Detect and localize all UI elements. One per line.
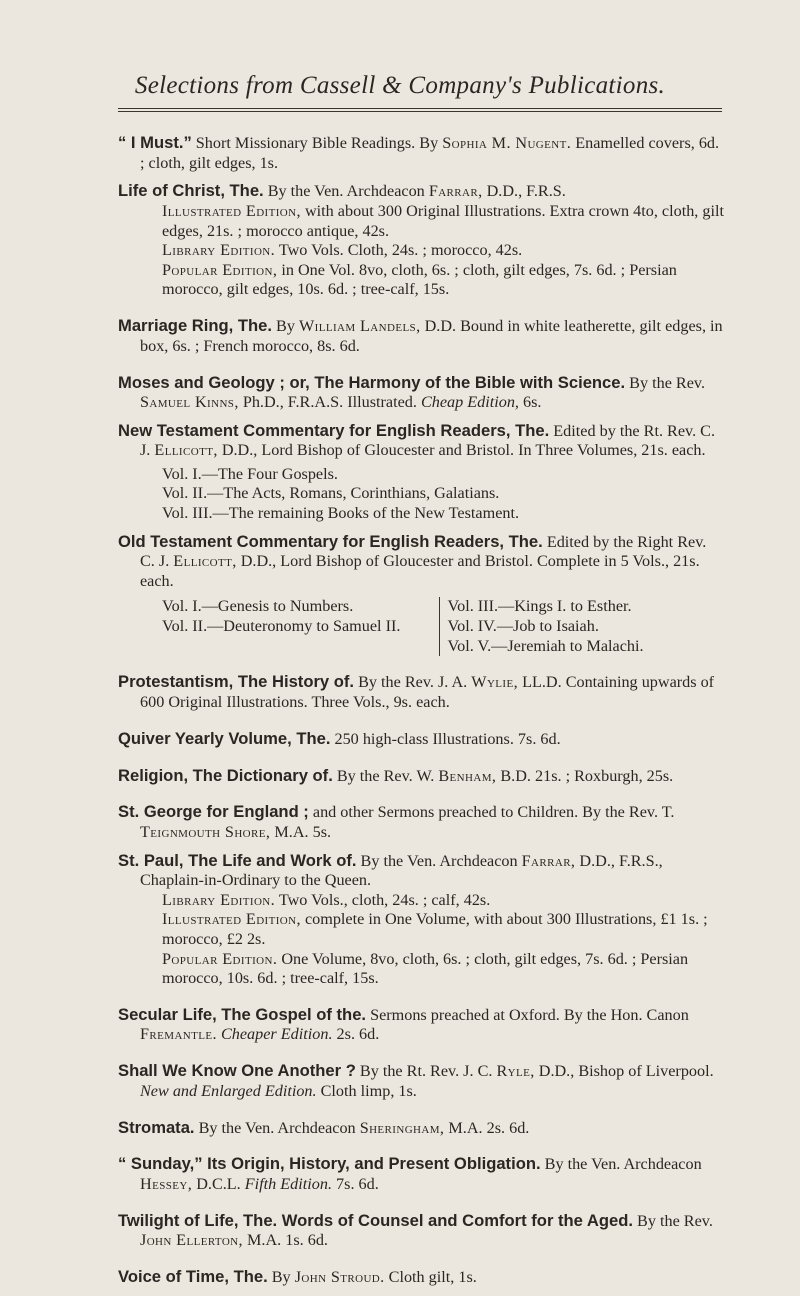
page-header: Selections from Cassell & Company's Publications. <box>134 72 666 99</box>
entry-price: 7s. 6d. <box>332 1175 379 1193</box>
entry-author: Samuel Kinns, <box>140 393 239 412</box>
volume-line: Vol. I.—The Four Gospels. <box>162 464 338 483</box>
entry-author: Ellicott, <box>154 441 218 460</box>
edition-name: Popular Edition, <box>162 260 278 279</box>
entry-title: Religion, The Dictionary of. <box>118 765 333 785</box>
entry-title: Moses and Geology ; or, The Harmony of the Bible with Science. <box>118 372 626 392</box>
entry-text: By the Rev. J. A. <box>354 673 472 692</box>
entry-author: Teignmouth Shore, <box>140 822 271 841</box>
entry-author: Fremantle. <box>140 1025 217 1044</box>
entry-tail: M.A. 1s. 6d. <box>242 1231 328 1250</box>
entry-title: “ I Must.” <box>118 133 192 153</box>
catalogue-entry <box>118 133 724 173</box>
edition-text: Two Vols. Cloth, 24s. ; morocco, 42s. <box>275 241 523 260</box>
entry-author: Hessey, <box>140 1175 193 1193</box>
entry-author: William Landels, <box>298 317 421 336</box>
entry-title: Life of Christ, The. <box>118 181 264 201</box>
entry-author: Farrar, <box>428 182 483 201</box>
entry-title: St. George for England ; <box>118 802 309 822</box>
entry-author: Sophia M. Nugent. <box>442 134 572 153</box>
volume-line: Vol. II.—Deuteronomy to Samuel II. <box>162 617 401 636</box>
edition-text: in One Vol. 8vo, cloth, 6s. ; cloth, gilt edges, 7s. 6d. ; Persian morocco, gilt edges, 10s. 6d. ; tree-calf, 15s. <box>162 260 677 299</box>
catalogue-entry <box>118 851 724 989</box>
catalogue-list <box>118 117 724 1296</box>
entry-author: Benham, <box>438 766 497 785</box>
edition-text: with about 300 Original Illustrations. Extra crown 4to, cloth, gilt edges, 21s. ; morocco antique, 42s. <box>162 201 724 240</box>
entry-author: Wylie, <box>471 673 519 692</box>
entry-text: By the Ven. Archdeacon <box>540 1155 702 1174</box>
edition-line <box>140 950 724 989</box>
catalogue-entry <box>118 316 724 356</box>
catalogue-entry <box>118 672 724 712</box>
edition-line <box>140 891 724 911</box>
catalogue-entry <box>118 802 724 842</box>
catalogue-entry <box>118 729 724 750</box>
entry-author: John Ellerton, <box>140 1231 243 1250</box>
entry-tail: D.D., F.R.S., Chaplain-in-Ordinary to the Queen. <box>140 851 663 890</box>
entry-title: St. Paul, The Life and Work of. <box>118 850 357 870</box>
entry-tail: M.A. 5s. <box>270 822 332 841</box>
entry-text: By the Rt. Rev. J. C. <box>355 1062 497 1081</box>
entry-text: Short Missionary Bible Readings. By <box>191 134 443 153</box>
entry-edition-note: Cheap Edition, <box>420 393 519 412</box>
edition-line <box>140 261 724 300</box>
catalogue-entry <box>118 1211 724 1251</box>
catalogue-entry <box>118 1154 724 1194</box>
entry-price: 2s. 6d. <box>332 1025 380 1044</box>
entry-tail: M.A. 2s. 6d. <box>444 1118 530 1137</box>
entry-tail: Cloth gilt, 1s. <box>384 1268 477 1287</box>
entry-price: 6s. <box>518 393 542 412</box>
entry-price: Cloth limp, 1s. <box>316 1081 417 1100</box>
catalogue-entry <box>118 1118 724 1139</box>
edition-name: Illustrated Edition, <box>162 910 301 929</box>
entry-title: Quiver Yearly Volume, The. <box>118 728 331 748</box>
edition-line <box>140 241 724 261</box>
catalogue-entry <box>118 373 724 413</box>
entry-text: Sermons preached at Oxford. By the Hon. Canon <box>366 1005 689 1024</box>
entry-text: By the Ven. Archdeacon <box>194 1118 360 1137</box>
volume-line: Vol. III.—Kings I. to Esther. <box>447 597 632 616</box>
entry-tail: D.C.L. <box>192 1175 245 1193</box>
catalogue-entry <box>118 421 724 524</box>
entry-tail: D.D., Bishop of Liverpool. <box>534 1062 714 1081</box>
edition-name: Library Edition. <box>162 890 276 909</box>
entry-author: John Stroud. <box>294 1268 385 1287</box>
entry-title: Shall We Know One Another ? <box>118 1061 356 1081</box>
volume-line: Vol. V.—Jeremiah to Malachi. <box>447 636 644 655</box>
entry-title: Marriage Ring, The. <box>118 316 272 336</box>
catalogue-entry <box>118 532 724 657</box>
entry-text: Edited by the Rt. Rev. C. J. <box>140 421 716 460</box>
entry-tail: Enamelled covers, 6d. ; cloth, gilt edges, 1s. <box>140 134 720 172</box>
entry-edition-note: New and Enlarged Edition. <box>140 1081 317 1100</box>
volume-line: Vol. IV.—Job to Isaiah. <box>447 617 599 636</box>
entry-title: Voice of Time, The. <box>118 1267 268 1287</box>
volume-column-right <box>439 597 725 656</box>
catalogue-entry <box>118 1267 724 1288</box>
catalogue-entry <box>118 766 724 787</box>
entry-author: Ellicott, <box>173 552 237 571</box>
catalogue-entry <box>118 1061 724 1101</box>
volume-line: Vol. II.—The Acts, Romans, Corinthians, Galatians. <box>162 484 500 503</box>
edition-line <box>140 202 724 241</box>
entry-text: By the Rev. <box>625 373 706 392</box>
entry-text: By <box>267 1268 295 1287</box>
entry-title: Old Testament Commentary for English Readers, The. <box>118 531 543 551</box>
entry-text: By the Rev. <box>633 1211 713 1230</box>
entry-text: By the Ven. Archdeacon <box>356 851 522 870</box>
entry-tail: Ph.D., F.R.A.S. Illustrated. <box>238 393 421 412</box>
edition-line <box>140 910 724 949</box>
catalogue-entry <box>118 181 724 300</box>
entry-edition-note: Cheaper Edition. <box>220 1025 333 1044</box>
entry-title: Protestantism, The History of. <box>118 672 355 692</box>
entry-author: Ryle, <box>496 1062 535 1081</box>
entry-tail: D.D., Lord Bishop of Gloucester and Bristol. Complete in 5 Vols., 21s. each. <box>140 552 700 590</box>
entry-text: By the Ven. Archdeacon <box>263 182 429 201</box>
entry-tail: D.D., Lord Bishop of Gloucester and Bristol. In Three Volumes, 21s. each. <box>217 441 706 460</box>
entry-title: Stromata. <box>118 1117 195 1137</box>
entry-text: By <box>271 317 299 336</box>
catalogue-entry <box>118 1005 724 1045</box>
entry-text: Edited by the Right Rev. C. J. <box>140 532 707 571</box>
volume-columns <box>162 597 724 656</box>
entry-author: Sheringham, <box>359 1118 445 1137</box>
edition-name: Illustrated Edition, <box>162 201 301 220</box>
entry-tail: D.D. Bound in white leatherette, gilt edges, in box, 6s. ; French morocco, 8s. 6d. <box>140 317 723 355</box>
entry-text: By the Rev. W. <box>332 766 439 785</box>
edition-text: complete in One Volume, with about 300 Illustrations, £1 1s. ; morocco, £2 2s. <box>162 910 708 948</box>
header-rule-second <box>118 111 722 112</box>
entry-title: Twilight of Life, The. Words of Counsel and Comfort for the Aged. <box>118 1210 633 1230</box>
entry-tail: LL.D. Containing upwards of 600 Original Illustrations. Three Vols., 9s. each. <box>140 673 715 711</box>
volume-line: Vol. III.—The remaining Books of the New Testament. <box>162 504 520 523</box>
edition-name: Library Edition. <box>162 241 276 260</box>
entry-tail: D.D., F.R.S. <box>482 182 566 201</box>
volume-column-left <box>162 597 439 656</box>
edition-name: Popular Edition. <box>162 949 278 968</box>
entry-tail: B.D. 21s. ; Roxburgh, 25s. <box>496 766 674 785</box>
entry-text: 250 high-class Illustrations. 7s. 6d. <box>330 729 561 748</box>
entry-title: Secular Life, The Gospel of the. <box>118 1004 367 1024</box>
entry-title: “ Sunday,” Its Origin, History, and Present Obligation. <box>118 1154 541 1174</box>
edition-text: One Volume, 8vo, cloth, 6s. ; cloth, gilt edges, 7s. 6d. ; Persian morocco, 10s. 6d. ; tree-calf, 15s. <box>162 949 689 988</box>
entry-text: and other Sermons preached to Children. By the Rev. T. <box>308 803 675 822</box>
edition-text: Two Vols., cloth, 24s. ; calf, 42s. <box>275 890 491 909</box>
volume-line: Vol. I.—Genesis to Numbers. <box>162 597 354 616</box>
header-rule <box>118 108 722 109</box>
entry-title: New Testament Commentary for English Readers, The. <box>118 420 550 440</box>
entry-edition-note: Fifth Edition. <box>244 1175 332 1193</box>
entry-author: Farrar, <box>521 851 576 870</box>
